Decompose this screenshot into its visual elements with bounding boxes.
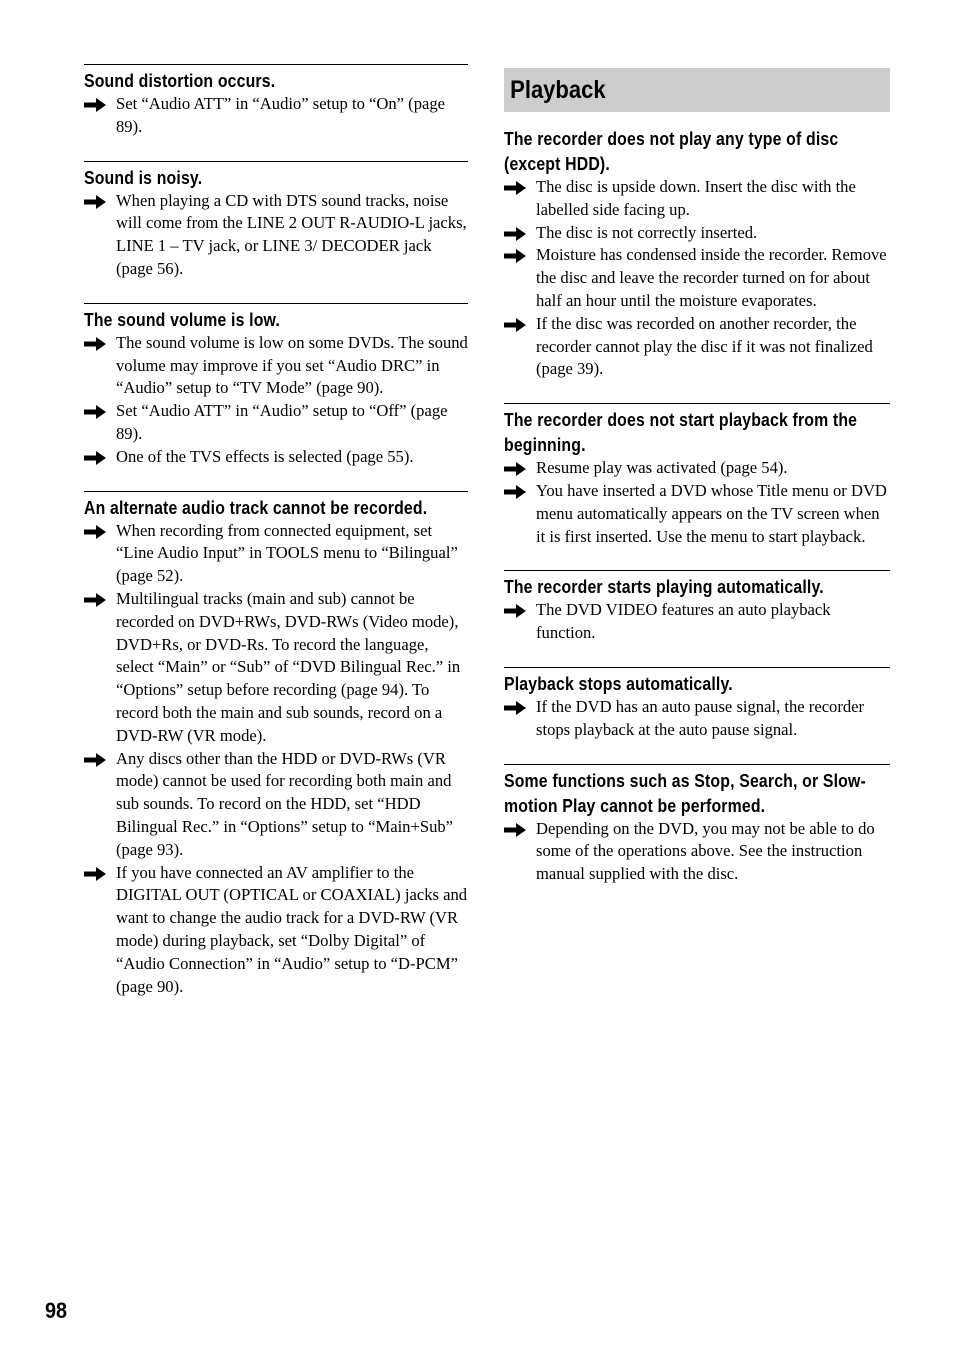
list-item [504, 313, 890, 381]
section [504, 403, 890, 548]
item-text: If the DVD has an auto pause signal, the recorder stops playback at the auto pause signal. [536, 696, 865, 739]
list-item [84, 748, 468, 862]
section [84, 491, 468, 999]
list-item [84, 862, 468, 999]
item-text: Multilingual tracks (main and sub) cannot be recorded on DVD+RWs, DVD-RWs (Video mode), DVD+Rs, or DVD-Rs. To record the language, select “Main” or “Sub” of “DVD Bilingual Rec.” in “Options” setup before recording (page 94). To record both the main and sub sounds, record on a DVD-RW (VR mode). [116, 588, 461, 745]
section [504, 570, 890, 645]
page-number: 98 [45, 1298, 68, 1323]
arrow-right-icon [504, 181, 526, 195]
section-title: Playback stops automatically. [504, 672, 733, 694]
item-text: When recording from connected equipment, set “Line Audio Input” in TOOLS menu to “Bilingual” (page 52). [116, 520, 458, 586]
item-text: If you have connected an AV amplifier to the DIGITAL OUT (OPTICAL or COAXIAL) jacks and want to change the audio track for a DVD-RW (VR mode) during playback, set “Dolby Digital” of “Audio Connection” in “Audio” setup to “D-PCM” (page 90). [116, 862, 468, 996]
playback-heading-band [504, 68, 890, 112]
list-item [504, 599, 890, 645]
section [84, 161, 468, 281]
item-text: You have inserted a DVD whose Title menu or DVD menu automatically appears on the TV screen when it is first inserted. Use the menu to start playback. [536, 480, 887, 546]
item-text: Moisture has condensed inside the recorder. Remove the disc and leave the recorder turned on for about half an hour until the moisture evaporates. [536, 245, 887, 310]
arrow-right-icon [84, 98, 106, 112]
arrow-right-icon [84, 337, 106, 351]
right-column [504, 64, 890, 908]
section-title: The sound volume is low. [84, 308, 280, 330]
list-item [84, 190, 468, 281]
list-item [504, 176, 890, 222]
arrow-right-icon [84, 451, 106, 465]
section [504, 764, 890, 886]
item-text: When playing a CD with DTS sound tracks, noise will come from the LINE 2 OUT R-AUDIO-L jacks, LINE 1 – TV jack, or LINE 3/ DECODER jack (page 56). [116, 190, 467, 278]
arrow-right-icon [504, 604, 526, 618]
item-text: The sound volume is low on some DVDs. The sound volume may improve if you set “Audio DRC” in “Audio” setup to “TV Mode” (page 90). [116, 332, 468, 398]
list-item [504, 480, 890, 548]
arrow-right-icon [84, 195, 106, 209]
item-text: Set “Audio ATT” in “Audio” setup to “On” (page 89). [116, 94, 446, 136]
arrow-right-icon [504, 485, 526, 499]
list-item [504, 244, 890, 312]
item-text: The DVD VIDEO features an auto playback function. [536, 600, 831, 643]
list-item [84, 400, 468, 446]
list-item [504, 222, 890, 245]
section-title: The recorder does not start playback from the beginning. [504, 409, 858, 456]
arrow-right-icon [84, 593, 106, 607]
playback-heading: Playback [510, 76, 606, 104]
item-text: Set “Audio ATT” in “Audio” setup to “Off” (page 89). [116, 401, 448, 443]
arrow-right-icon [504, 462, 526, 476]
arrow-right-icon [84, 525, 106, 539]
section [84, 64, 468, 139]
list-item [84, 332, 468, 400]
item-text: If the disc was recorded on another recorder, the recorder cannot play the disc if it was not finalized (page 39). [536, 313, 873, 379]
item-text: One of the TVS effects is selected (page 55). [116, 446, 414, 466]
arrow-right-icon [504, 318, 526, 332]
section [84, 303, 468, 469]
item-text: The disc is not correctly inserted. [536, 222, 758, 242]
arrow-right-icon [84, 867, 106, 881]
arrow-right-icon [504, 701, 526, 715]
list-item [84, 446, 468, 469]
section [504, 667, 890, 742]
list-item [504, 457, 890, 480]
arrow-right-icon [84, 405, 106, 419]
list-item [84, 520, 468, 588]
item-text: The disc is upside down. Insert the disc with the labelled side facing up. [536, 177, 856, 219]
arrow-right-icon [504, 227, 526, 241]
list-item [504, 696, 890, 742]
arrow-right-icon [504, 249, 526, 263]
list-item [504, 818, 890, 886]
section-title: The recorder starts playing automatically. [504, 576, 824, 598]
list-item [84, 588, 468, 748]
section-title: Sound is noisy. [84, 166, 203, 188]
section [504, 126, 890, 381]
left-column [84, 64, 468, 1020]
section-title: The recorder does not play any type of disc (except HDD). [504, 128, 839, 174]
arrow-right-icon [504, 823, 526, 837]
arrow-right-icon [84, 753, 106, 767]
item-text: Any discs other than the HDD or DVD-RWs (VR mode) cannot be used for recording both main and sub sounds. To record on the HDD, set “HDD Bilingual Rec.” in “Options” setup to “Main+Sub” (page 93). [116, 748, 454, 859]
section-title: Some functions such as Stop, Search, or Slow-motion Play cannot be performed. [504, 769, 866, 816]
item-text: Resume play was activated (page 54). [536, 458, 788, 478]
section-title: An alternate audio track cannot be recorded. [84, 496, 428, 518]
section-title: Sound distortion occurs. [84, 70, 276, 91]
list-item [84, 93, 468, 139]
item-text: Depending on the DVD, you may not be able to do some of the operations above. See the instruction manual supplied with the disc. [536, 818, 875, 884]
